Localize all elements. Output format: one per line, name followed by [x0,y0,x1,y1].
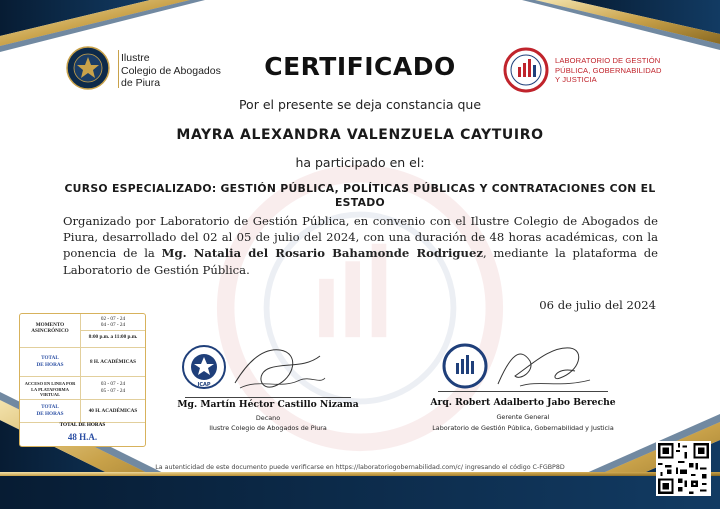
seal-caption: ICAP [197,382,211,388]
participation-text: ha participado en el: [295,155,425,170]
access-dates: 03 - 07 - 24 05 - 07 - 24 [100,381,126,394]
issue-date: 06 de julio del 2024 [539,298,656,312]
body-part-2: , mediante la plataforma de Laboratorio de Gestión Pública. [63,246,658,277]
table-row [20,377,145,400]
intro-text: Por el presente se deja constancia que [238,97,482,112]
hours-table [19,313,146,447]
table-row [20,314,145,348]
lab-line-1: LABORATORIO DE GESTIÓN [555,56,661,65]
table-row [20,400,145,423]
lab-logo-icon [442,343,488,389]
signature-1-icon [225,338,335,398]
lab-name [555,56,662,85]
signature-line-1 [185,397,351,398]
certificate-title: CERTIFICADO [264,52,456,81]
grand-total-label: TOTAL DE HORAS [59,422,106,428]
grand-total-value: 48 H.A. [67,432,98,442]
signature-line-2 [438,391,608,392]
access-label: ACCESO EN LINEA POR LA PLATAFORMA VIRTUAL [24,381,76,397]
icap-line-2: Colegio de Abogados [121,64,221,77]
total-hours-value-2: 40 H. ACADÉMICAS [88,408,138,414]
modality-time: 8:00 p.m. a 11:00 p.m. [88,334,138,340]
table-row [20,348,145,377]
lab-line-2: PÚBLICA, GOBERNABILIDAD [555,65,662,75]
icap-line-1: Ilustre [121,52,150,64]
qr-code-icon[interactable] [656,441,711,496]
lab-line-3: Y JUSTICIA [555,75,597,84]
total-hours-label: TOTAL DE HORAS [36,355,64,368]
icap-seal-icon [181,344,227,390]
course-title: CURSO ESPECIALIZADO: GESTIÓN PÚBLICA, POLÍTICAS PÚBLICAS Y CONTRATACIONES CON EL ESTADO [64,182,656,209]
signer-2-institution: Laboratorio de Gestión Pública, Gobernabilidad y Justicia [432,424,614,432]
signer-1-name: Mg. Martín Héctor Castillo Nizama [177,399,359,410]
signature-2-icon [490,336,600,396]
signer-1-role: Decano [255,414,281,422]
speaker-name: Mg. Natalia del Rosario Bahamonde Rodriguez [161,246,483,261]
total-hours-label-2: TOTAL DE HORAS [36,404,64,417]
signer-1-institution: Ilustre Colegio de Abogados de Piura [209,424,327,432]
certificate-body [63,213,658,278]
recipient-name: MAYRA ALEXANDRA VALENZUELA CAYTUIRO [176,127,544,143]
signer-2-role: Gerente General [496,413,550,421]
icap-line-3: de Piura [121,77,161,89]
body-part-1: Organizado por Laboratorio de Gestión Pública, en convenio con el Ilustre Colegio de Abogados de Piura, desarrollado del 02 al 05 de julio del 2024, con una duración de 48 horas académicas, con la ponencia de la [63,214,658,261]
total-hours-value: 8 H. ACADÉMICAS [90,359,136,365]
verification-text: La autenticidad de este documento puede verificarse en https://laboratoriogobernabilidad.com/c/ ingresando el código C-FGBP8D [155,464,565,471]
modality-dates: 02 - 07 - 24 04 - 07 - 24 [81,316,145,331]
modality-label: MOMENTO ASINCRÓNICO [31,322,69,334]
signer-2-name: Arq. Robert Adalberto Jabo Bereche [430,397,616,408]
lab-logo-icon [503,47,549,93]
